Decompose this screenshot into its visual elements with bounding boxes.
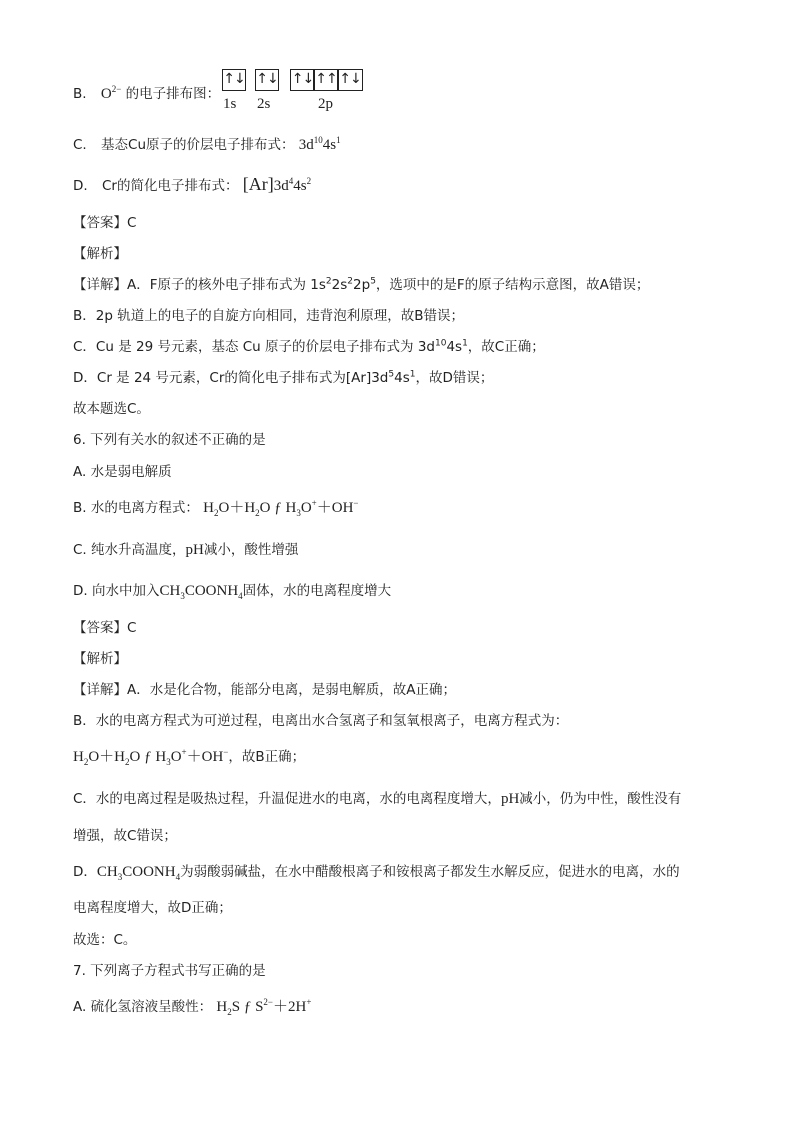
orbital-box-2p-2: ↑↑ (313, 69, 339, 91)
option-text: 基态Cu原子的价层电子排布式： (101, 137, 295, 153)
detail-line: 【详解】A．F原子的核外电子排布式为 $1s^22s^22p^5$，选项中的是F的原子结构示意图，故A错误； (73, 276, 650, 293)
analysis-label: 【解析】 (73, 246, 127, 262)
detail-line: B．水的电离方程式为可逆过程，电离出水合氢离子和氢氧根离子，电离方程式为： (73, 713, 569, 729)
orbital-label-2p: 2p (318, 96, 333, 112)
question-6-option-b: B. 水的电离方程式： $H_2O+H_2O$ ƒ $H_3O^++OH^-$ (73, 498, 359, 518)
ion-formula: $O^{2-}$ (100, 84, 122, 102)
question-7-option-a: A. 硫化氢溶液呈酸性： $H_2S$ ƒ $S^{2-}+2H^+$ (73, 997, 312, 1017)
equation: $H_2S$ ƒ $S^{2-}+2H^+$ (216, 997, 312, 1017)
detail-line: C．Cu 是 29 号元素，基态 Cu 原子的价层电子排布式为 $3d^{10}4s^1$，故C正确； (73, 338, 545, 355)
detail-line: 电离程度增大，故D正确； (73, 900, 232, 916)
detail-line: $H_2O+H_2O$ ƒ $H_3O^++OH^-$，故B正确； (73, 747, 306, 767)
question-6-option-c: C. 纯水升高温度，pH减小，酸性增强 (73, 542, 299, 558)
orbital-box-2p-1: ↑↓ (290, 69, 315, 91)
detail-line: B．2p 轨道上的电子的自旋方向相同，违背泡利原理，故B错误； (73, 308, 464, 324)
analysis-label: 【解析】 (73, 651, 127, 667)
option-d (73, 175, 311, 195)
detail-line: 故选：C。 (73, 932, 137, 948)
orbital-label-1s: 1s (223, 96, 237, 112)
answer-label: 【答案】C (73, 620, 137, 636)
detail-line: D．$CH_3COONH_4$为弱酸弱碱盐，在水中醋酸根离子和铵根离子都发生水解反应，促进水的电离，水的 (73, 864, 680, 882)
detail-line: D．Cr 是 24 号元素，Cr的简化电子排布式为$[Ar]3d^54s^1$，故D错误； (73, 369, 494, 386)
option-c (73, 136, 341, 154)
option-b (73, 85, 220, 103)
option-text: Cr的简化电子排布式： (101, 178, 239, 194)
electron-config: $[Ar]3d^44s^2$ (242, 174, 312, 194)
answer-label: 【答案】C (73, 215, 137, 231)
orbital-box-1s: ↑↓ (222, 69, 246, 91)
orbital-box-2p-3: ↑↓ (337, 69, 363, 91)
detail-line: C．水的电离过程是吸热过程，升温促进水的电离，水的电离程度增大，pH减小，仍为中性，酸性没有 (73, 791, 682, 807)
question-6-option-a: A. 水是弱电解质 (73, 464, 172, 480)
option-label: B. (73, 86, 87, 102)
electron-config: $3d^{10}4s^1$ (298, 135, 341, 153)
detail-line: 【详解】A．水是化合物，能部分电离，是弱电解质，故A正确； (73, 682, 456, 698)
question-7: 7. 下列离子方程式书写正确的是 (73, 963, 266, 979)
orbital-label-2s: 2s (257, 96, 271, 112)
question-6: 6. 下列有关水的叙述不正确的是 (73, 432, 266, 448)
detail-line: 增强，故C错误； (73, 828, 177, 844)
question-6-option-d: D. 向水中加入$CH_3COONH_4$固体，水的电离程度增大 (73, 583, 392, 601)
orbital-box-2s: ↑↓ (255, 69, 279, 91)
option-text: 的电子排布图： (125, 86, 221, 102)
detail-line: 故本题选C。 (73, 401, 150, 417)
option-label: C. (73, 137, 87, 153)
option-label: D. (73, 178, 88, 194)
equation: $H_2O+H_2O$ ƒ $H_3O^++OH^-$ (203, 498, 359, 518)
